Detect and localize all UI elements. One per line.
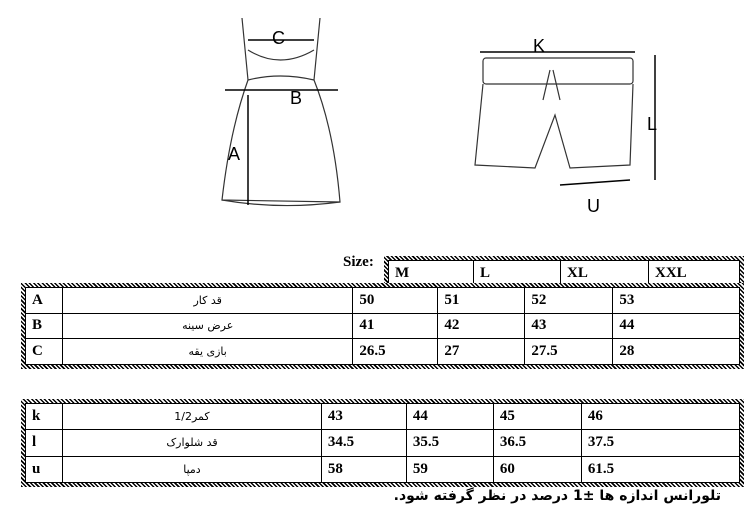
row-description: 1/2کمر: [63, 404, 322, 430]
size-value: 52: [525, 288, 613, 314]
size-label: Size:: [343, 254, 374, 270]
table-row: [26, 313, 740, 339]
size-value: 46: [581, 404, 739, 430]
label-a: A: [228, 144, 241, 164]
label-b: B: [290, 88, 303, 108]
size-m: M: [389, 261, 474, 286]
row-code: u: [26, 456, 63, 482]
size-value: 27: [438, 339, 525, 365]
size-value: 43: [321, 404, 406, 430]
size-value: 61.5: [581, 456, 739, 482]
label-k: K: [533, 36, 546, 56]
size-value: 45: [493, 404, 581, 430]
row-code: A: [26, 288, 63, 314]
size-value: 36.5: [493, 430, 581, 456]
row-code: C: [26, 339, 63, 365]
bottom-size-table: [21, 399, 744, 487]
size-value: 35.5: [406, 430, 493, 456]
label-u: U: [587, 196, 600, 216]
size-value: 50: [353, 288, 438, 314]
table-row: [26, 339, 740, 365]
size-xl: XL: [561, 261, 649, 286]
label-l: L: [647, 114, 658, 134]
table-row: [26, 288, 740, 314]
size-value: 34.5: [321, 430, 406, 456]
size-xxl: XXL: [649, 261, 740, 286]
row-description: عرض سینه: [63, 313, 353, 339]
size-value: 60: [493, 456, 581, 482]
row-description: دمپا: [63, 456, 322, 482]
tolerance-note: تلورانس اندازه ها ±1 درصد در نظر گرفته شود.: [393, 488, 721, 504]
tank-top-diagram: [200, 10, 380, 230]
size-value: 51: [438, 288, 525, 314]
size-value: 43: [525, 313, 613, 339]
row-description: بازی یقه: [63, 339, 353, 365]
shorts-diagram: [465, 30, 685, 220]
size-l: L: [474, 261, 561, 286]
size-value: 37.5: [581, 430, 739, 456]
size-value: 44: [406, 404, 493, 430]
size-value: 27.5: [525, 339, 613, 365]
size-value: 59: [406, 456, 493, 482]
table-row: [26, 404, 740, 430]
row-code: l: [26, 430, 63, 456]
size-value: 58: [321, 456, 406, 482]
size-value: 26.5: [353, 339, 438, 365]
row-description: قد کار: [63, 288, 353, 314]
size-value: 53: [613, 288, 740, 314]
label-c: C: [272, 28, 285, 48]
row-description: قد شلوارک: [63, 430, 322, 456]
size-value: 41: [353, 313, 438, 339]
size-value: 42: [438, 313, 525, 339]
size-value: 44: [613, 313, 740, 339]
row-code: B: [26, 313, 63, 339]
table-row: [26, 430, 740, 456]
row-code: k: [26, 404, 63, 430]
table-row: [26, 456, 740, 482]
top-size-table: [21, 283, 744, 369]
size-value: 28: [613, 339, 740, 365]
